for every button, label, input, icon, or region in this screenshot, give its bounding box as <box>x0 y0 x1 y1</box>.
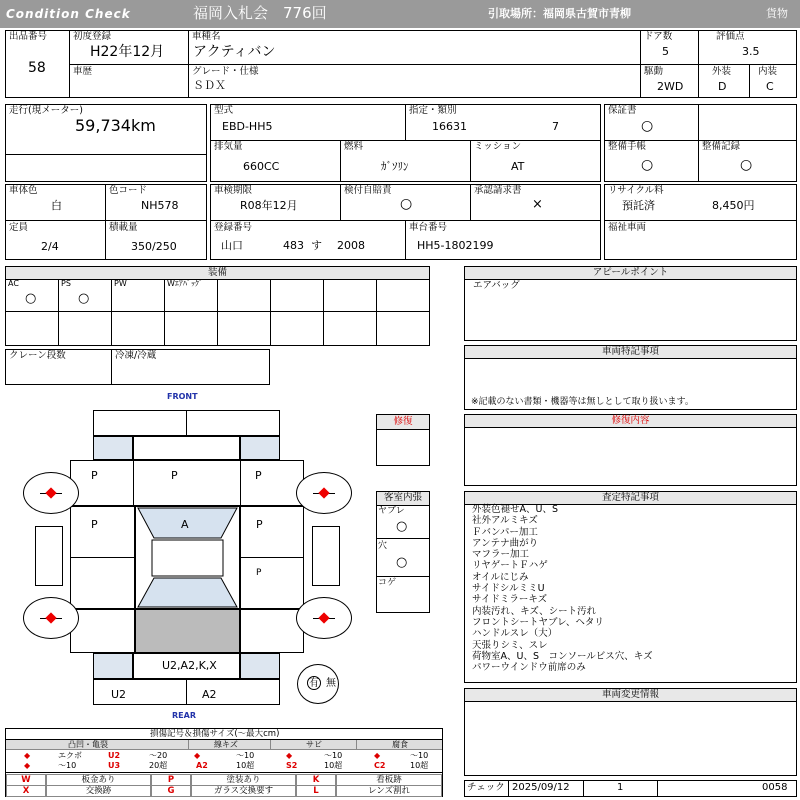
class-value: 7 <box>552 120 559 133</box>
check-label: チェック <box>467 782 505 793</box>
appeal-text: エアバッグ <box>473 280 520 291</box>
welfare-label: 福祉車両 <box>608 222 647 233</box>
equip-ps-label: PS <box>61 279 71 288</box>
wheel-rear-left <box>23 597 79 639</box>
repair-detail-box <box>464 414 797 486</box>
mark-rear-panel: U2,A2,K,X <box>162 659 217 672</box>
grade-value: ＳＤＸ <box>193 79 226 92</box>
mark-left-door: P <box>91 518 98 531</box>
legend-s2: S2 <box>286 761 298 770</box>
chassis-label: 車台番号 <box>409 222 448 233</box>
exterior-label: 外装 <box>712 66 732 77</box>
legend-ekubo: エクボ <box>58 751 82 760</box>
mark-right-rear: P <box>256 568 262 578</box>
legend-code-key: K <box>296 774 336 786</box>
color-code-label: 色コード <box>109 185 148 196</box>
model-value: アクティバン <box>193 44 276 60</box>
mark-front-right: P <box>255 469 262 482</box>
legend-group-corrosion: 腐食 <box>392 740 408 749</box>
plate-num: 483 <box>283 239 304 252</box>
legend-u2: U2 <box>108 751 121 760</box>
interior-burn-label: コゲ <box>378 578 397 588</box>
repair-detail-title: 修復内容 <box>465 415 796 428</box>
legend-group-scratch: 線キズ <box>214 740 238 749</box>
load-label: 積載量 <box>109 222 138 233</box>
capacity-label: 定員 <box>9 222 29 233</box>
grade-label: グレード・仕様 <box>192 66 259 77</box>
mileage-value: 59,734km <box>75 116 156 135</box>
recycle-label: リサイクル料 <box>608 185 664 196</box>
fuel-value: ｶﾞｿﾘﾝ <box>381 160 409 173</box>
special-note: ※記載のない書類・機器等は無しとして取り扱います。 <box>471 397 694 407</box>
equip-ac-label: AC <box>8 279 19 288</box>
designation-value: 16631 <box>432 120 467 133</box>
legend-u3: U3 <box>108 761 121 770</box>
fuel-label: 燃料 <box>344 141 364 152</box>
first-reg-label: 初度登録 <box>73 31 112 42</box>
warranty-value: ○ <box>641 118 654 134</box>
legend-code-value: 塗装あり <box>191 774 296 786</box>
inspection-note-line: ハンドルスレ（大） <box>472 628 558 640</box>
legend-code-value: 板金あり <box>46 774 151 786</box>
inspection-note-line: 社外アルミキズ <box>472 515 538 527</box>
special-title: 車両特記事項 <box>465 346 796 359</box>
legend-a2-size: 10超 <box>236 761 255 770</box>
legend-c1-size: 〜10 <box>410 751 429 760</box>
check-num: 1 <box>617 782 624 793</box>
header-left-title: Condition Check <box>6 7 131 21</box>
manual-value: ○ <box>641 157 654 173</box>
load-value: 350/250 <box>131 240 177 253</box>
equip-ps-value: ○ <box>78 291 90 306</box>
type-value: EBD-HH5 <box>222 120 273 133</box>
inspection-note-line: 荷物室A、U、S コンソールビス穴、キズ <box>472 650 653 662</box>
inspection-note-line: リヤゲートＦハゲ <box>472 560 548 572</box>
front-label: FRONT <box>167 392 198 401</box>
inspection-note-line: 内装汚れ、キズ、シート汚れ <box>472 605 597 617</box>
legend-u3-size: 20超 <box>149 761 168 770</box>
mission-label: ミッション <box>474 141 522 152</box>
header-pickup: 引取場所：福岡県古賀市青柳 <box>488 7 631 20</box>
insurance-label: 検付自賠責 <box>344 185 392 196</box>
change-info-title: 車両変更情報 <box>465 689 796 702</box>
header-bar <box>0 0 800 28</box>
check-date: 2025/09/12 <box>512 782 570 793</box>
legend-s2-size: 10超 <box>324 761 343 770</box>
mark-right-door: P <box>256 518 263 531</box>
header-category: 貨物 <box>766 7 788 20</box>
designation-label: 指定・類別 <box>409 105 457 116</box>
header-center-title: 福岡入札会 776回 <box>193 4 327 22</box>
rear-label: REAR <box>172 711 196 720</box>
legend-u2-size: 〜20 <box>149 751 168 760</box>
legend-u1-size: 〜10 <box>58 761 77 770</box>
crane-label: クレーン段数 <box>9 350 66 361</box>
interior-hole-label: 穴 <box>378 541 388 551</box>
legend-code-value: 交換跡 <box>46 785 151 797</box>
spare-ari: 有 <box>309 678 319 689</box>
legend-code-key: P <box>151 774 191 786</box>
legend-code-value: レンズ割れ <box>336 785 442 797</box>
mark-rear-left: U2 <box>111 688 127 701</box>
drive-label: 駆動 <box>644 66 664 77</box>
wheel-front-left <box>23 472 79 514</box>
inspection-note-line: サイドシルミミU <box>472 583 545 595</box>
interior-tear-value: ○ <box>396 519 408 534</box>
lot-label: 出品番号 <box>9 31 48 42</box>
legend-code-value: 看板跡 <box>336 774 442 786</box>
model-label: 車種名 <box>192 31 221 42</box>
legend-c2: C2 <box>374 761 386 770</box>
interior-hole-value: ○ <box>396 555 408 570</box>
interior-title: 客室内張 <box>377 492 429 506</box>
inspection-note-line: アンテナ曲がり <box>472 537 539 549</box>
refrig-label: 冷凍/冷蔵 <box>115 350 157 361</box>
record-value: ○ <box>740 157 753 173</box>
mission-value: AT <box>511 160 525 173</box>
inspection-note-line: Ｆバンパー加工 <box>472 526 538 538</box>
inspection-value: R08年12月 <box>240 199 298 212</box>
score-label: 評価点 <box>716 31 745 42</box>
inspection-note-line: パワーウインドウ前席のみ <box>472 662 586 674</box>
wheel-rear-right <box>296 597 352 639</box>
inspection-note-line: オイルにじみ <box>472 571 529 583</box>
doors-value: 5 <box>662 45 669 58</box>
plate-code: 2008 <box>337 239 365 252</box>
equip-airbag-label: Wｴｱﾊﾞｯｸﾞ <box>167 279 203 288</box>
doors-label: ドア数 <box>644 31 673 42</box>
recycle-status: 預託済 <box>622 199 655 212</box>
spare-nashi: 無 <box>326 678 336 689</box>
legend-s1-size: 〜10 <box>324 751 343 760</box>
repair-title: 修復 <box>377 415 429 430</box>
insurance-value: ○ <box>400 196 413 212</box>
check-code: 0058 <box>762 782 788 793</box>
mark-roof: A <box>181 518 189 531</box>
wheel-front-right <box>296 472 352 514</box>
exterior-value: D <box>718 80 727 93</box>
change-info-box <box>464 688 797 776</box>
inspection-note-line: 天張りシミ、スレ <box>472 639 548 651</box>
plate-kana: す <box>311 239 322 252</box>
mark-front-center: P <box>171 469 178 482</box>
inspection-note-line: サイドミラーキズ <box>472 594 548 606</box>
mileage-label: 走行(現メーター) <box>9 105 83 116</box>
interior-label: 内装 <box>758 66 778 77</box>
inspection-note-line: 外装色褪せA、U、S <box>472 504 558 515</box>
mark-rear-right: A2 <box>202 688 217 701</box>
first-reg-value: H22年12月 <box>90 44 165 60</box>
equipment-title: 装備 <box>6 267 429 280</box>
interior-tear-label: ヤブレ <box>378 506 405 516</box>
inspection-notes-list <box>472 504 792 673</box>
legend-code-key: L <box>296 785 336 797</box>
special-box <box>464 345 797 410</box>
repair-box <box>376 414 430 466</box>
mark-front-left: P <box>91 469 98 482</box>
displacement-label: 排気量 <box>214 141 243 152</box>
warranty-label: 保証書 <box>608 105 637 116</box>
drive-value: 2WD <box>657 80 684 93</box>
legend-group-dent: 凸凹・亀裂 <box>68 740 108 749</box>
appeal-box <box>464 266 797 341</box>
capacity-value: 2/4 <box>41 240 59 253</box>
manual-label: 整備手帳 <box>608 141 647 152</box>
inspection-notes-title: 査定特記事項 <box>465 492 796 505</box>
body-color-label: 車体色 <box>9 185 38 196</box>
appeal-title: アピールポイント <box>465 267 796 280</box>
legend-code-key: W <box>6 774 46 786</box>
legend-groups: 凸凹・亀裂 線キズ サビ 腐食 ◆ エクボ U2 〜20 ◆ 〜10 U3 20超 ◆ 〜10 A2 10超 ◆ 〜10 S2 10超 ◆ 〜10 C2 10超 <box>6 740 442 772</box>
score-value: 3.5 <box>742 45 760 58</box>
type-label: 型式 <box>214 105 234 116</box>
body-color-value: 白 <box>51 199 62 212</box>
lot-value: 58 <box>28 60 46 76</box>
legend-codes <box>6 774 442 796</box>
inspection-note-line: マフラー加工 <box>472 549 530 561</box>
history-label: 車歴 <box>73 66 93 77</box>
legend-group-rust: サビ <box>306 740 322 749</box>
inspection-label: 車検期限 <box>214 185 253 196</box>
legend-a2: A2 <box>196 761 208 770</box>
approval-value: × <box>532 197 543 212</box>
legend-code-key: X <box>6 785 46 797</box>
chassis-value: HH5-1802199 <box>417 239 494 252</box>
record-label: 整備記録 <box>702 141 741 152</box>
equip-pw-label: PW <box>114 279 127 288</box>
plate-label: 登録番号 <box>214 222 253 233</box>
approval-label: 承認請求書 <box>474 185 522 196</box>
equip-ac-value: ○ <box>25 291 37 306</box>
inspection-note-line: フロントシートヤブレ、ヘタリ <box>472 616 604 628</box>
color-code-value: NH578 <box>141 199 179 212</box>
legend-title: 損傷記号＆損傷サイズ(〜最大cm) <box>150 729 280 739</box>
displacement-value: 660CC <box>243 160 280 173</box>
legend-a1-size: 〜10 <box>236 751 255 760</box>
interior-value: C <box>766 80 774 93</box>
legend-code-key: G <box>151 785 191 797</box>
plate-area: 山口 <box>221 239 243 252</box>
recycle-value: 8,450円 <box>712 199 755 212</box>
legend-code-value: ガラス交換要す <box>191 785 296 797</box>
legend-c2-size: 10超 <box>410 761 429 770</box>
